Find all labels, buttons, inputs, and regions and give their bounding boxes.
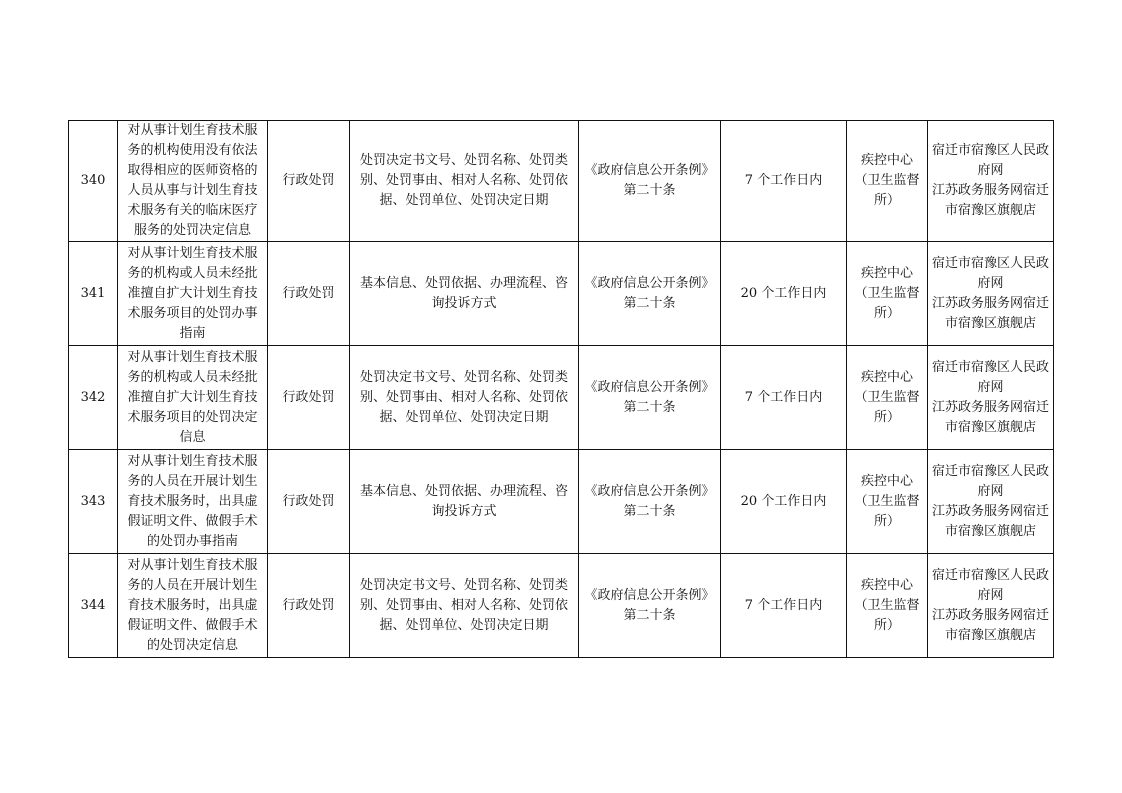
channel-line: 宿迁市宿豫区人民政府网: [932, 359, 1050, 395]
disclosure-table: [68, 120, 1054, 658]
channel-line: 宿迁市宿豫区人民政府网: [932, 567, 1050, 603]
responsible-department: 疾控中心（卫生监督所）: [847, 450, 928, 554]
disclosure-channel: [928, 554, 1054, 658]
disclosure-content: 基本信息、处罚依据、办理流程、咨询投诉方式: [350, 242, 579, 346]
disclosure-basis: 《政府信息公开条例》第二十条: [579, 450, 721, 554]
table-row: [69, 554, 1054, 658]
channel-line: 江苏政务服务网宿迁市宿豫区旗舰店: [932, 503, 1050, 539]
responsible-department: 疾控中心（卫生监督所）: [847, 242, 928, 346]
disclosure-basis: 《政府信息公开条例》第二十条: [579, 554, 721, 658]
row-number: 340: [69, 121, 118, 242]
item-name: 对从事计划生育技术服务的机构或人员未经批准擅自扩大计划生育技术服务项目的处罚决定信息: [118, 346, 268, 450]
disclosure-content: 处罚决定书文号、处罚名称、处罚类别、处罚事由、相对人名称、处罚依据、处罚单位、处罚决定日期: [350, 554, 579, 658]
table-row: [69, 121, 1054, 242]
responsible-department: 疾控中心（卫生监督所）: [847, 554, 928, 658]
item-name: 对从事计划生育技术服务的机构使用没有依法取得相应的医师资格的人员从事与计划生育技术服务有关的临床医疗服务的处罚决定信息: [118, 121, 268, 242]
item-category: 行政处罚: [268, 554, 350, 658]
time-limit: 7 个工作日内: [721, 121, 847, 242]
disclosure-channel: [928, 121, 1054, 242]
channel-line: 江苏政务服务网宿迁市宿豫区旗舰店: [932, 399, 1050, 435]
item-category: 行政处罚: [268, 450, 350, 554]
item-category: 行政处罚: [268, 121, 350, 242]
row-number: 341: [69, 242, 118, 346]
row-number: 343: [69, 450, 118, 554]
disclosure-basis: 《政府信息公开条例》第二十条: [579, 121, 721, 242]
item-name: 对从事计划生育技术服务的人员在开展计划生育技术服务时，出具虚假证明文件、做假手术的处罚办事指南: [118, 450, 268, 554]
time-limit: 7 个工作日内: [721, 346, 847, 450]
table-row: [69, 450, 1054, 554]
disclosure-content: 处罚决定书文号、处罚名称、处罚类别、处罚事由、相对人名称、处罚依据、处罚单位、处罚决定日期: [350, 346, 579, 450]
disclosure-basis: 《政府信息公开条例》第二十条: [579, 242, 721, 346]
disclosure-content: 基本信息、处罚依据、办理流程、咨询投诉方式: [350, 450, 579, 554]
item-category: 行政处罚: [268, 346, 350, 450]
responsible-department: 疾控中心（卫生监督所）: [847, 121, 928, 242]
time-limit: 7 个工作日内: [721, 554, 847, 658]
row-number: 342: [69, 346, 118, 450]
time-limit: 20 个工作日内: [721, 450, 847, 554]
responsible-department: 疾控中心（卫生监督所）: [847, 346, 928, 450]
channel-line: 宿迁市宿豫区人民政府网: [932, 255, 1050, 291]
item-name: 对从事计划生育技术服务的机构或人员未经批准擅自扩大计划生育技术服务项目的处罚办事指南: [118, 242, 268, 346]
channel-line: 宿迁市宿豫区人民政府网: [932, 143, 1050, 178]
table-row: [69, 242, 1054, 346]
disclosure-channel: [928, 346, 1054, 450]
disclosure-content: 处罚决定书文号、处罚名称、处罚类别、处罚事由、相对人名称、处罚依据、处罚单位、处罚决定日期: [350, 121, 579, 242]
row-number: 344: [69, 554, 118, 658]
table-row: [69, 346, 1054, 450]
time-limit: 20 个工作日内: [721, 242, 847, 346]
disclosure-basis: 《政府信息公开条例》第二十条: [579, 346, 721, 450]
channel-line: 宿迁市宿豫区人民政府网: [932, 463, 1050, 499]
disclosure-channel: [928, 242, 1054, 346]
disclosure-channel: [928, 450, 1054, 554]
item-name: 对从事计划生育技术服务的人员在开展计划生育技术服务时，出具虚假证明文件、做假手术的处罚决定信息: [118, 554, 268, 658]
channel-line: 江苏政务服务网宿迁市宿豫区旗舰店: [932, 183, 1050, 218]
item-category: 行政处罚: [268, 242, 350, 346]
channel-line: 江苏政务服务网宿迁市宿豫区旗舰店: [932, 295, 1050, 331]
channel-line: 江苏政务服务网宿迁市宿豫区旗舰店: [932, 607, 1050, 643]
